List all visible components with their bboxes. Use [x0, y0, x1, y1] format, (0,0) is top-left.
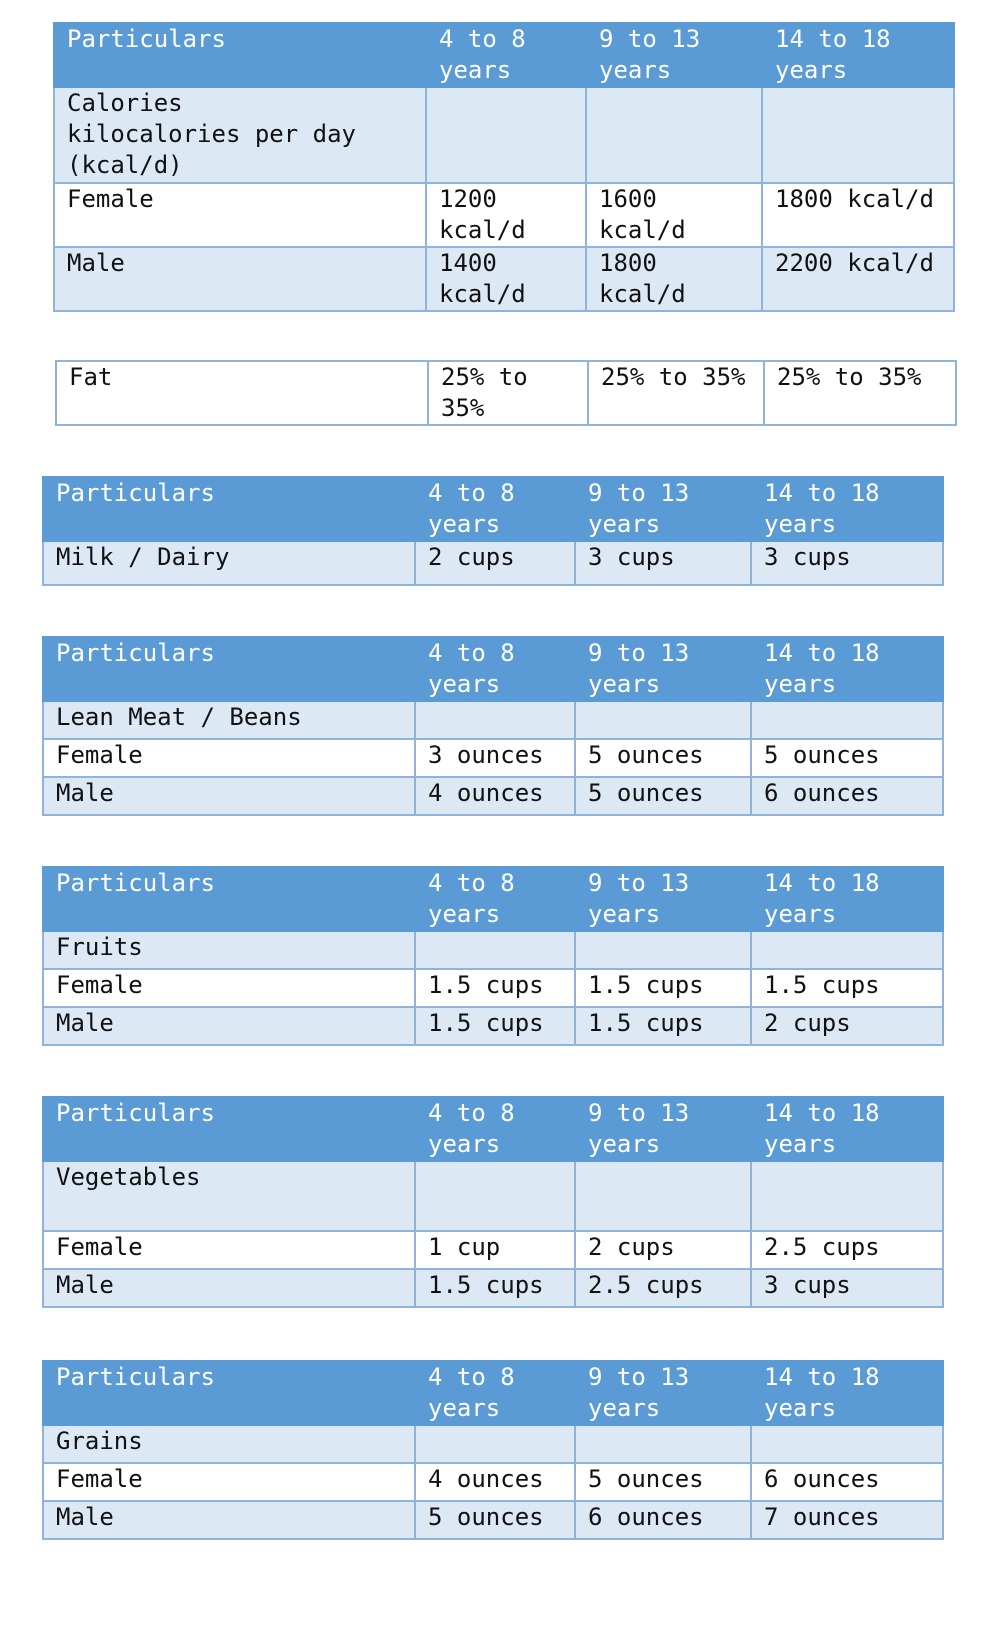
header-age-14-18: 14 to 18 years: [751, 1097, 943, 1161]
cell: [751, 1161, 943, 1231]
cell: 6 ounces: [751, 1463, 943, 1501]
cell: 2200 kcal/d: [762, 247, 954, 311]
row-label: Grains: [43, 1425, 415, 1463]
cell: 1200 kcal/d: [426, 183, 586, 247]
table-row: [54, 247, 954, 311]
table-row: [43, 1425, 943, 1463]
row-label: Female: [43, 969, 415, 1007]
header-age-9-13: 9 to 13 years: [575, 867, 751, 931]
table-row: [43, 931, 943, 969]
row-label: Fruits: [43, 931, 415, 969]
header-age-9-13: 9 to 13 years: [575, 1097, 751, 1161]
table-row: [43, 541, 943, 585]
cell: 1.5 cups: [575, 1007, 751, 1045]
header-row: [43, 477, 943, 541]
row-label: Female: [54, 183, 426, 247]
table-row: [43, 1231, 943, 1269]
header-age-9-13: 9 to 13 years: [575, 477, 751, 541]
row-label: Male: [43, 1501, 415, 1539]
cell: 6 ounces: [575, 1501, 751, 1539]
cell: [415, 1161, 575, 1231]
cell: [586, 87, 762, 183]
header-row: [54, 23, 954, 87]
grains-table: [42, 1360, 944, 1540]
row-label: Female: [43, 739, 415, 777]
header-age-4-8: 4 to 8 years: [415, 477, 575, 541]
table-row: [43, 1501, 943, 1539]
header-age-14-18: 14 to 18 years: [751, 867, 943, 931]
cell: 1800 kcal/d: [586, 247, 762, 311]
row-label: Male: [43, 1007, 415, 1045]
cell: 1.5 cups: [415, 969, 575, 1007]
cell: [751, 1425, 943, 1463]
header-particulars: Particulars: [43, 477, 415, 541]
cell: 1.5 cups: [415, 1269, 575, 1307]
row-label: Fat: [56, 361, 428, 425]
cell: 2.5 cups: [751, 1231, 943, 1269]
cell: 25% to 35%: [764, 361, 956, 425]
cell: 2 cups: [575, 1231, 751, 1269]
header-particulars: Particulars: [43, 637, 415, 701]
header-particulars: Particulars: [43, 867, 415, 931]
cell: 7 ounces: [751, 1501, 943, 1539]
header-age-14-18: 14 to 18 years: [751, 477, 943, 541]
cell: 5 ounces: [751, 739, 943, 777]
cell: 25% to 35%: [588, 361, 764, 425]
cell: [415, 701, 575, 739]
cell: 4 ounces: [415, 1463, 575, 1501]
table-row: [56, 361, 956, 425]
row-label: Lean Meat / Beans: [43, 701, 415, 739]
row-label: Female: [43, 1463, 415, 1501]
cell: 3 cups: [751, 541, 943, 585]
cell: 2 cups: [751, 1007, 943, 1045]
table-row: [43, 1161, 943, 1231]
cell: 2 cups: [415, 541, 575, 585]
header-row: [43, 1361, 943, 1425]
cell: [575, 1161, 751, 1231]
cell: 5 ounces: [575, 777, 751, 815]
cell: 5 ounces: [575, 1463, 751, 1501]
row-label: Calories kilocalories per day (kcal/d): [54, 87, 426, 183]
row-label: Milk / Dairy: [43, 541, 415, 585]
cell: 4 ounces: [415, 777, 575, 815]
header-age-14-18: 14 to 18 years: [751, 637, 943, 701]
header-age-4-8: 4 to 8 years: [415, 1361, 575, 1425]
header-age-9-13: 9 to 13 years: [575, 1361, 751, 1425]
cell: 3 cups: [575, 541, 751, 585]
table-row: [43, 969, 943, 1007]
header-age-9-13: 9 to 13 years: [575, 637, 751, 701]
table-row: [54, 183, 954, 247]
header-particulars: Particulars: [43, 1097, 415, 1161]
header-row: [43, 637, 943, 701]
cell: 25% to 35%: [428, 361, 588, 425]
cell: 1.5 cups: [751, 969, 943, 1007]
header-age-14-18: 14 to 18 years: [762, 23, 954, 87]
cell: [426, 87, 586, 183]
row-label: Male: [54, 247, 426, 311]
cell: [751, 931, 943, 969]
cell: [415, 1425, 575, 1463]
table-row: [43, 777, 943, 815]
header-particulars: Particulars: [43, 1361, 415, 1425]
table-row: [43, 1463, 943, 1501]
cell: 5 ounces: [575, 739, 751, 777]
row-label: Male: [43, 1269, 415, 1307]
cell: 6 ounces: [751, 777, 943, 815]
cell: [751, 701, 943, 739]
cell: 1.5 cups: [575, 969, 751, 1007]
cell: 1.5 cups: [415, 1007, 575, 1045]
cell: [575, 1425, 751, 1463]
cell: 1800 kcal/d: [762, 183, 954, 247]
cell: 1600 kcal/d: [586, 183, 762, 247]
header-age-4-8: 4 to 8 years: [426, 23, 586, 87]
row-label: Female: [43, 1231, 415, 1269]
header-age-4-8: 4 to 8 years: [415, 1097, 575, 1161]
cell: 2.5 cups: [575, 1269, 751, 1307]
table-row: [43, 1269, 943, 1307]
table-row: [43, 739, 943, 777]
header-age-4-8: 4 to 8 years: [415, 637, 575, 701]
cell: [575, 931, 751, 969]
meat-table: [42, 636, 944, 816]
table-row: [43, 1007, 943, 1045]
vegetables-table: [42, 1096, 944, 1308]
fruits-table: [42, 866, 944, 1046]
header-particulars: Particulars: [54, 23, 426, 87]
cell: [575, 701, 751, 739]
header-row: [43, 867, 943, 931]
table-row: [54, 87, 954, 183]
cell: 5 ounces: [415, 1501, 575, 1539]
cell: 3 cups: [751, 1269, 943, 1307]
cell: 3 ounces: [415, 739, 575, 777]
cell: [762, 87, 954, 183]
table-row: [43, 701, 943, 739]
cell: 1 cup: [415, 1231, 575, 1269]
row-label: Vegetables: [43, 1161, 415, 1231]
cell: 1400 kcal/d: [426, 247, 586, 311]
row-label: Male: [43, 777, 415, 815]
calories-table: [53, 22, 955, 312]
fat-table: [55, 360, 957, 426]
header-row: [43, 1097, 943, 1161]
dairy-table: [42, 476, 944, 586]
header-age-4-8: 4 to 8 years: [415, 867, 575, 931]
header-age-9-13: 9 to 13 years: [586, 23, 762, 87]
cell: [415, 931, 575, 969]
header-age-14-18: 14 to 18 years: [751, 1361, 943, 1425]
